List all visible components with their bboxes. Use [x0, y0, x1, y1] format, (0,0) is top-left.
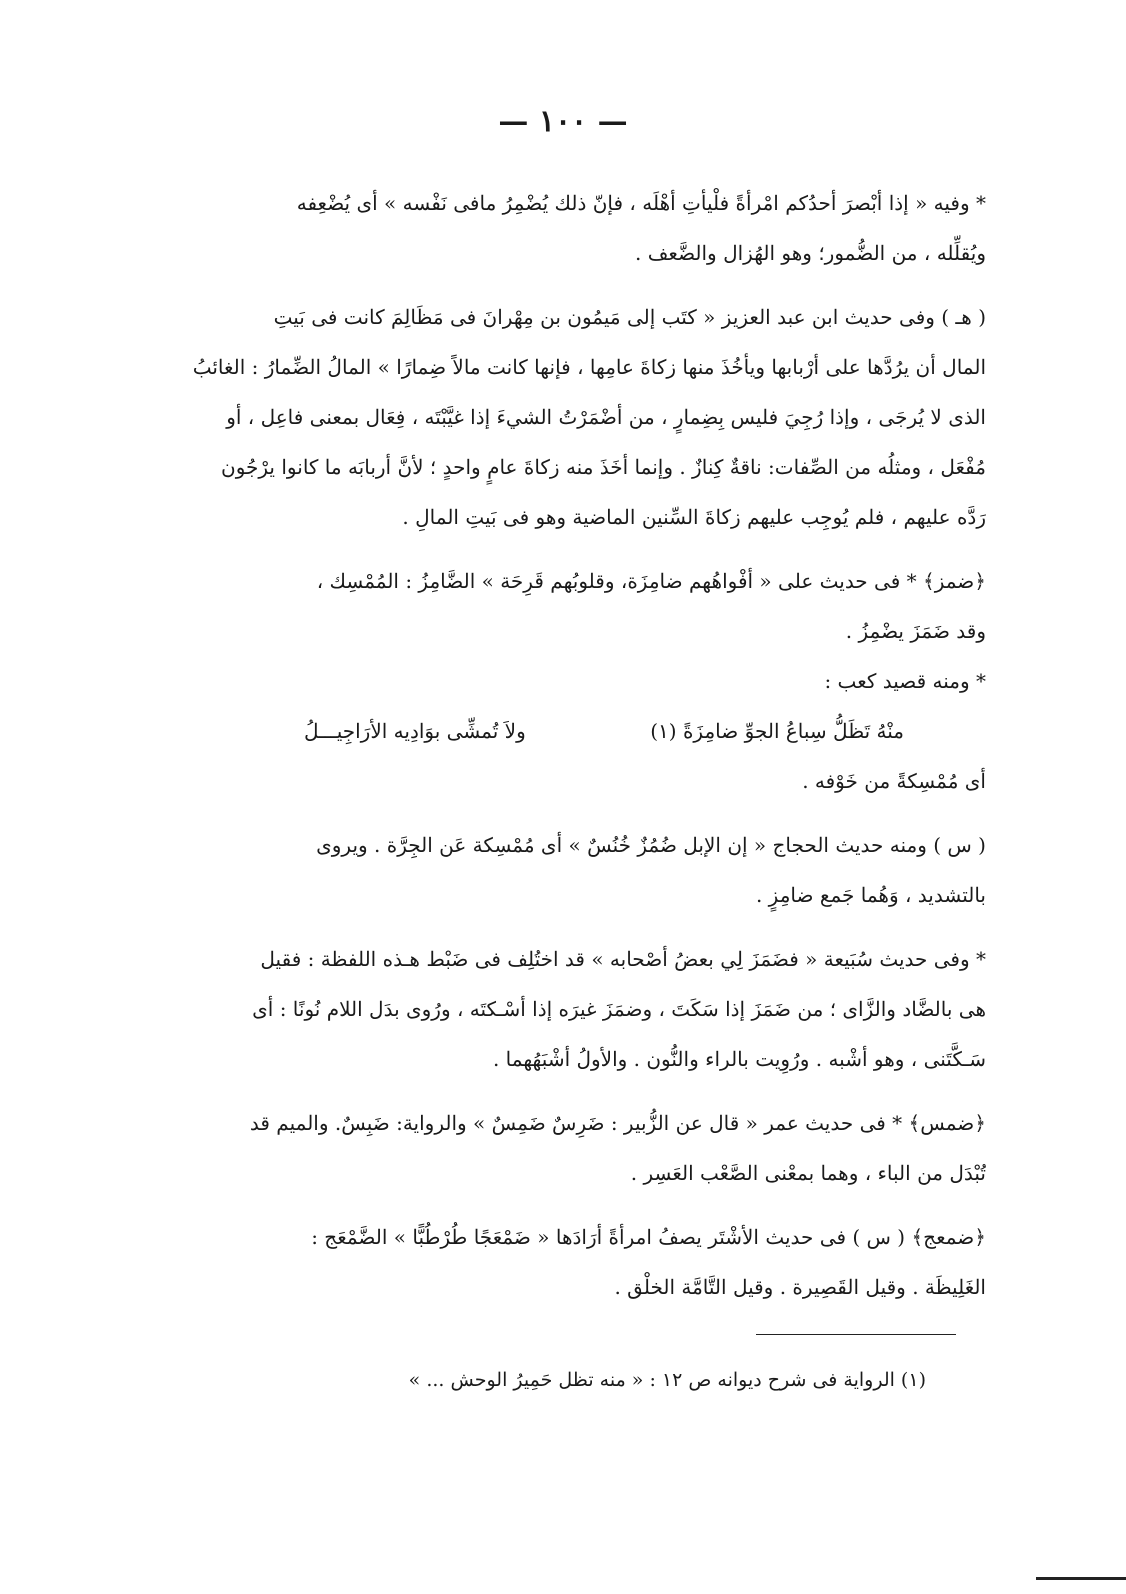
text-line: ( هـ ) وفى حديث ابن عبد العزيز « كتَب إلى مَيمُون بن مِهْرانَ فى مَظَالِمَ كانت فى بَيتِ: [273, 305, 986, 329]
entry-gap: [154, 542, 986, 556]
entry-gap: [154, 920, 986, 934]
poem-hemistich-second: ولاَ تُمشِّى بوَادِيه الأرَاجِيـــلُ: [304, 719, 526, 743]
text-line: هى بالضَّاد والزَّاى ؛ من ضَمَزَ إذا سَكَتَ ، وضمَزَ غيرَه إذا أسْـكتَه ، ورُوى بدَل اللام نُونًا : أى: [252, 997, 986, 1021]
text-line: تُبْدَل من الباء ، وهما بمعْنى الصَّعْب العَسِر .: [630, 1161, 986, 1185]
entry-headword-line: ﴿ضمعج﴾ ( س ) فى حديث الأشْتَر يصفُ امرأةً أرَادَها « ضَمْعَجًا طُرْطُبًّا » الضَّمْعَج :: [311, 1225, 986, 1249]
dictionary-body: [154, 178, 986, 1312]
text-line: الغَلِيظَة . وقيل القَصِيرة . وقيل التَّامَّة الخلْق .: [614, 1275, 986, 1299]
text-line: * وفيه « إذا أبْصرَ أحدُكم امْرأةً فلْيأتِ أهْلَه ، فإنّ ذلك يُضْمِرُ مافى نَفْسه » أى يُضْعِفه: [296, 191, 986, 215]
entry-gap: [154, 806, 986, 820]
page-number: — ١٠٠ —: [498, 104, 628, 139]
text-line: * ومنه قصيد كعب :: [824, 669, 986, 693]
text-line: رَدَّه عليهم ، فلم يُوجِب عليهم زكاةَ السِّنين الماضية وهو فى بَيتِ المالِ .: [402, 505, 986, 529]
poem-hemistich-first: منْهُ تَظَلُّ سِباعُ الجوِّ ضامِزَةً (١): [650, 719, 904, 743]
text-line: مُفْعَل ، ومثلُه من الصِّفات: ناقةٌ كِنازٌ . وإنما أخَذَ منه زكاةَ عامٍ واحدٍ ؛ لأنَّ أربابَه ما كانوا يرْجُون: [221, 455, 986, 479]
entry-gap: [154, 1198, 986, 1212]
entry-gap: [154, 278, 986, 292]
text-line: بالتشديد ، وَهُما جَمع ضامِزٍ .: [755, 883, 986, 907]
entry-gap: [154, 1084, 986, 1098]
footnote: (١) الرواية فى شرح ديوانه ص ١٢ : « منه تظل حَمِيرُ الوحش ... »: [408, 1369, 926, 1391]
poem-verse: [154, 706, 986, 756]
entry-headword-line: ﴿ضمس﴾ * فى حديث عمر « قال عن الزُّبير : ضَرِسٌ ضَمِسٌ » والرواية: ضَبِسٌ. والميم قد: [249, 1111, 986, 1135]
text-line: الذى لا يُرجَى ، وإذا رُجِيَ فليس بِضِمارٍ ، من أضْمَرْتُ الشيءَ إذا غيَّبْتَه ، فِعَال بمعنى فاعِل ، أو: [226, 405, 986, 429]
text-line: أى مُمْسِكةً من خَوْفه .: [802, 769, 986, 793]
text-line: ( س ) ومنه حديث الحجاج « إن الإبل ضُمُزٌ خُنُسٌ » أى مُمْسِكة عَن الجِرَّة . ويروى: [316, 833, 986, 857]
text-line: وقد ضَمَزَ يضْمِزُ .: [845, 619, 986, 643]
scan-edge-mark: [1036, 1577, 1126, 1580]
text-line: * وفى حديث سُبَيعة « فضَمَزَ لِي بعضُ أصْحابه » قد اختُلِف فى ضَبْط هـذه اللفظة : فقيل: [260, 947, 986, 971]
text-line: المال أن يرُدَّها على أرْبابها ويأخُذَ منها زكاةَ عامِها ، فإنها كانت مالاً ضِمارًا » المالُ الضِّمارُ : الغائبُ: [192, 355, 986, 379]
text-line: سَـكَّتَنى ، وهو أشْبه . ورُوِيت بالراء والنُّون . والأولُ أشْبَهُهما .: [492, 1047, 986, 1071]
entry-headword-line: ﴿ضمز﴾ * فى حديث على « أفْواهُهم ضامِزَة، وقلوبُهم قَرِحَة » الضَّامِزُ : المُمْسِك ،: [316, 569, 986, 593]
text-line: ويُقلِّله ، من الضُّمور؛ وهو الهُزال والضَّعف .: [635, 241, 986, 265]
footnote-separator: [756, 1334, 956, 1335]
